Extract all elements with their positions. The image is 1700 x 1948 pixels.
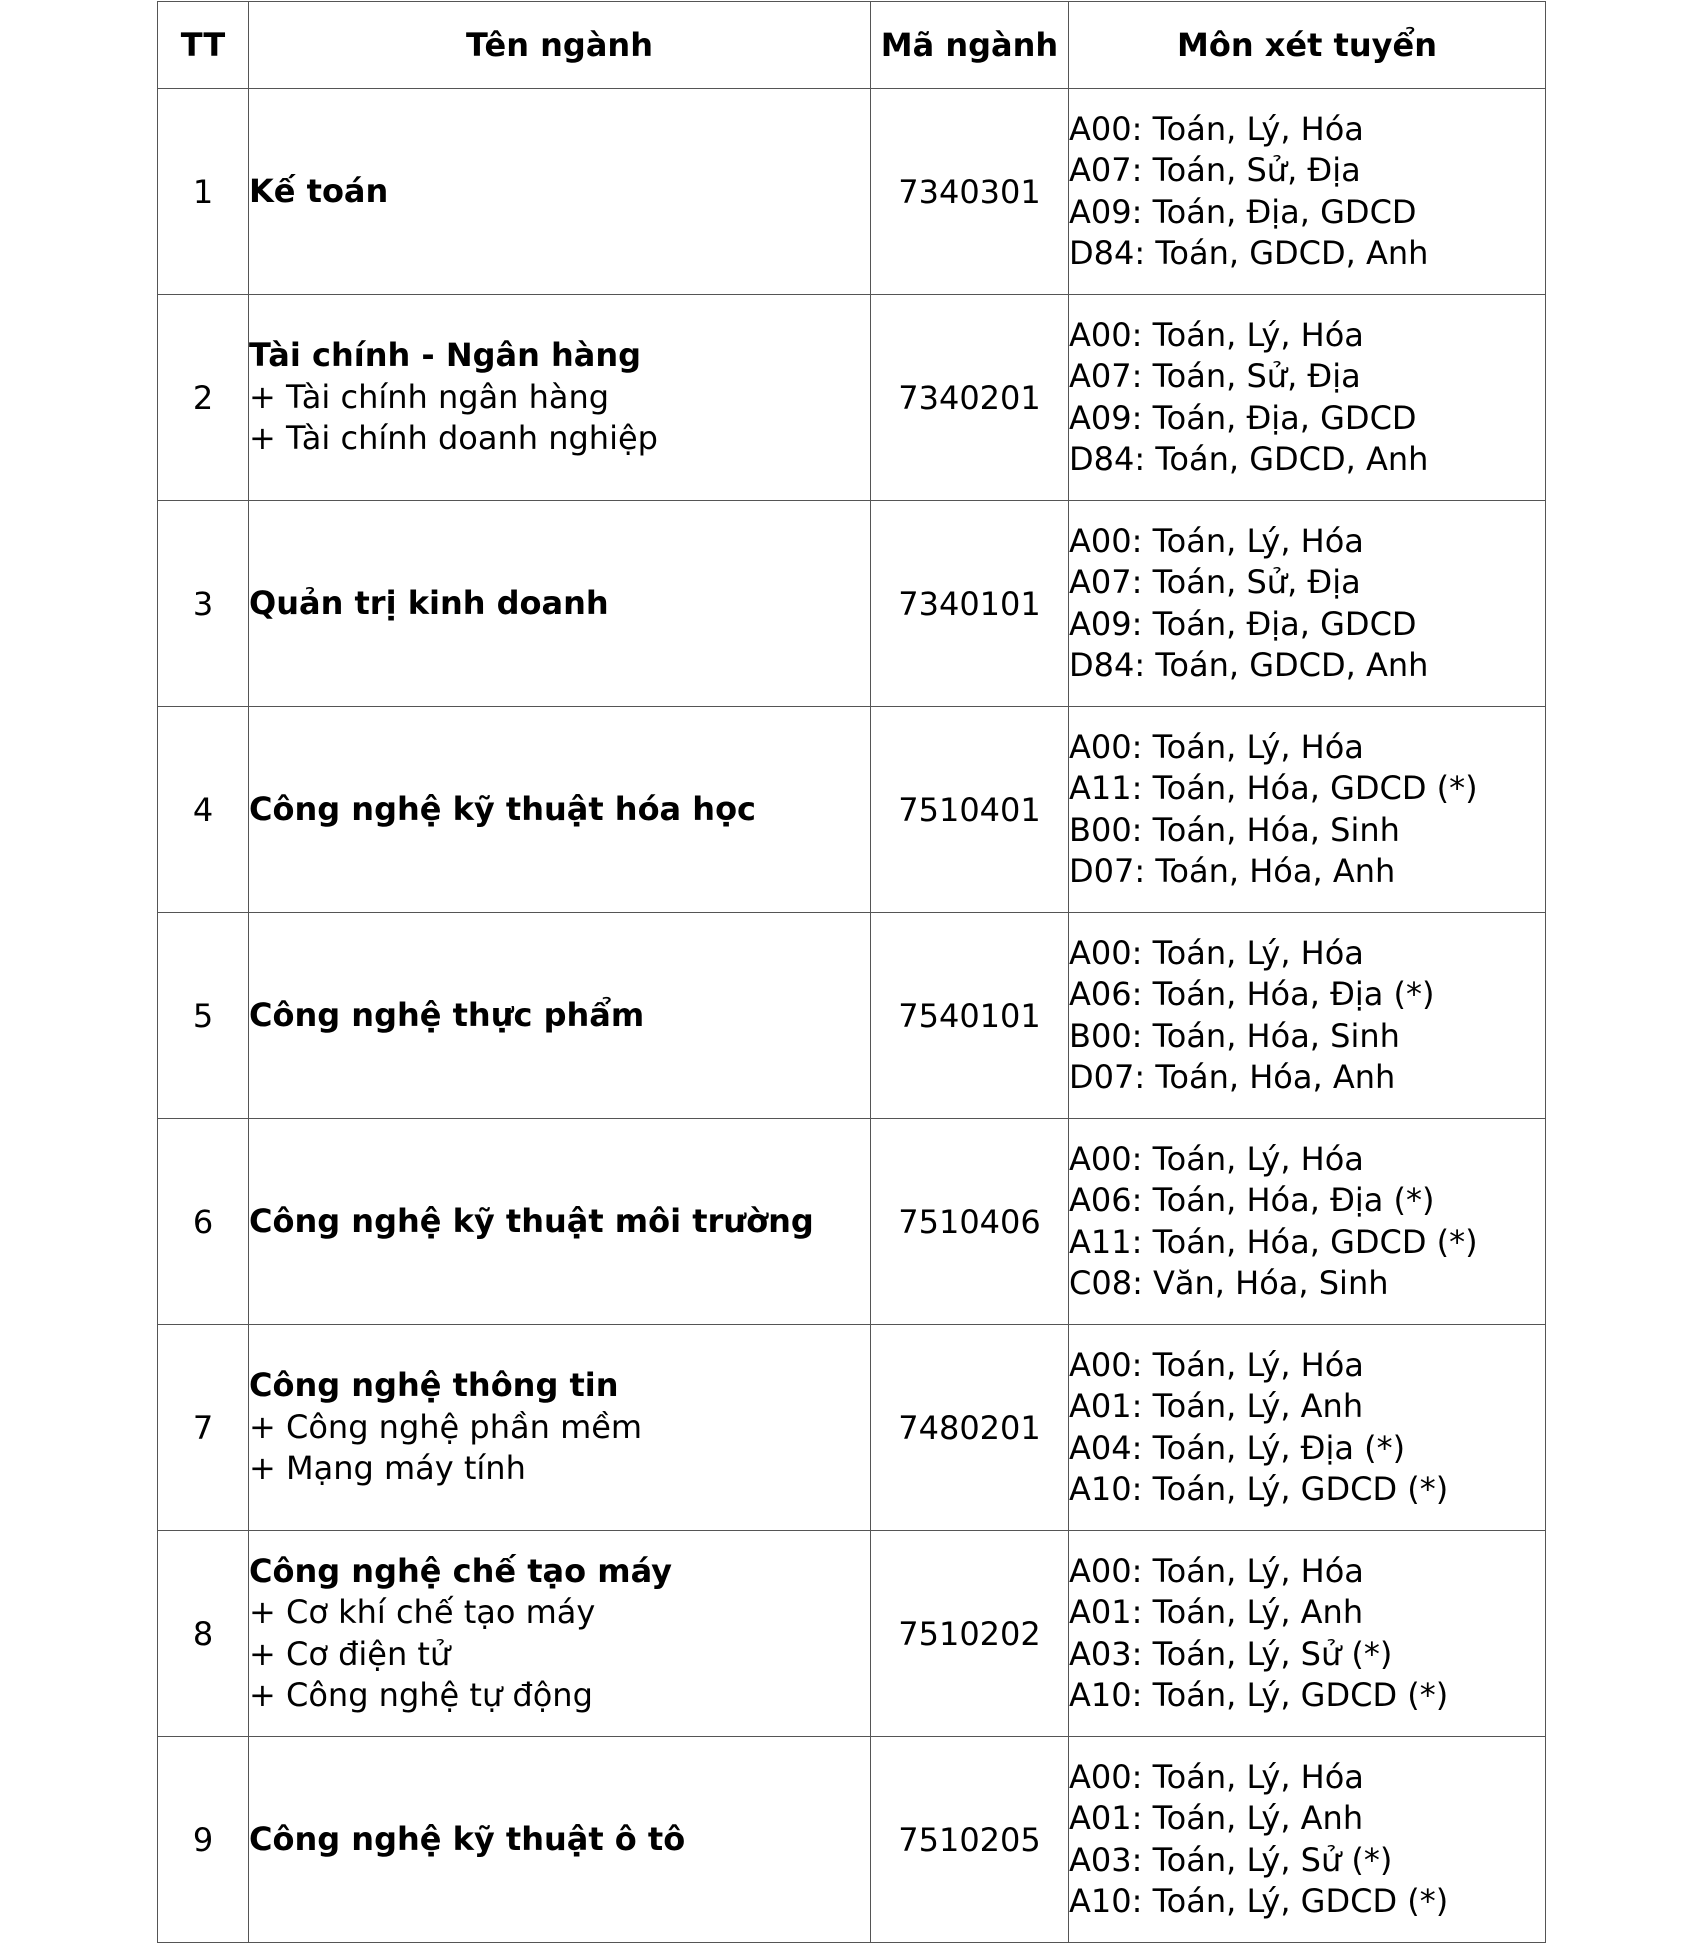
subject-combination: A06: Toán, Hóa, Địa (*) (1069, 975, 1435, 1013)
major-title: Công nghệ chế tạo máy (249, 1551, 673, 1590)
table-header (158, 2, 1546, 89)
subject-combination: A09: Toán, Địa, GDCD (1069, 192, 1417, 231)
table-row (158, 913, 1546, 1119)
major-title: Tài chính - Ngân hàng (249, 336, 642, 375)
major-code: 7510401 (871, 707, 1069, 913)
major-title: Kế toán (249, 171, 389, 210)
subject-combination: A00: Toán, Lý, Hóa (1069, 1757, 1364, 1796)
major-name-cell (249, 1531, 871, 1737)
major-code: 7510406 (871, 1119, 1069, 1325)
subject-combinations-cell (1069, 1119, 1546, 1325)
major-name-cell (249, 707, 871, 913)
header-tt: TT (158, 2, 249, 89)
major-name-cell (249, 1737, 871, 1943)
subject-combination: A01: Toán, Lý, Anh (1069, 1593, 1364, 1631)
subject-combination: A00: Toán, Lý, Hóa (1069, 109, 1364, 148)
major-title: Công nghệ kỹ thuật môi trường (249, 1201, 814, 1240)
major-title: Công nghệ thực phẩm (249, 995, 645, 1034)
subject-combination: B00: Toán, Hóa, Sinh (1069, 810, 1400, 849)
subject-combination: A01: Toán, Lý, Anh (1069, 1387, 1364, 1425)
subject-combination: A09: Toán, Địa, GDCD (1069, 604, 1417, 643)
major-code: 7510202 (871, 1531, 1069, 1737)
header-name: Tên ngành (249, 2, 871, 89)
row-number: 1 (158, 89, 249, 295)
subject-combination: A03: Toán, Lý, Sử (*) (1069, 1634, 1393, 1673)
table-row (158, 501, 1546, 707)
subject-combination: A00: Toán, Lý, Hóa (1069, 521, 1364, 560)
major-name-cell (249, 1325, 871, 1531)
specialization-item: + Công nghệ phần mềm (249, 1407, 643, 1446)
subject-combination: A11: Toán, Hóa, GDCD (*) (1069, 769, 1478, 807)
subject-combinations-cell (1069, 1737, 1546, 1943)
table-row (158, 1325, 1546, 1531)
subject-combination: A10: Toán, Lý, GDCD (*) (1069, 1676, 1449, 1714)
subject-combination: A04: Toán, Lý, Địa (*) (1069, 1428, 1406, 1467)
major-title: Công nghệ kỹ thuật hóa học (249, 789, 757, 828)
major-title: Công nghệ thông tin (249, 1366, 619, 1405)
subject-combination: D84: Toán, GDCD, Anh (1069, 440, 1429, 478)
header-code: Mã ngành (871, 2, 1069, 89)
subject-combination: A09: Toán, Địa, GDCD (1069, 398, 1417, 437)
subject-combination: A00: Toán, Lý, Hóa (1069, 933, 1364, 972)
subject-combination: A07: Toán, Sử, Địa (1069, 357, 1361, 395)
subject-combination: D84: Toán, GDCD, Anh (1069, 646, 1429, 684)
major-name-cell (249, 1119, 871, 1325)
subject-combination: D07: Toán, Hóa, Anh (1069, 1058, 1396, 1096)
subject-combination: A00: Toán, Lý, Hóa (1069, 1345, 1364, 1384)
table-row (158, 295, 1546, 501)
specialization-item: + Tài chính doanh nghiệp (249, 419, 658, 458)
row-number: 4 (158, 707, 249, 913)
major-name-cell (249, 295, 871, 501)
major-code: 7340301 (871, 89, 1069, 295)
subject-combinations-cell (1069, 89, 1546, 295)
row-number: 9 (158, 1737, 249, 1943)
subject-combination: A00: Toán, Lý, Hóa (1069, 1551, 1364, 1590)
subject-combinations-cell (1069, 1325, 1546, 1531)
major-name-cell (249, 89, 871, 295)
subject-combination: D07: Toán, Hóa, Anh (1069, 852, 1396, 890)
subject-combination: A10: Toán, Lý, GDCD (*) (1069, 1882, 1449, 1920)
table-row (158, 1119, 1546, 1325)
major-code: 7540101 (871, 913, 1069, 1119)
subject-combination: D84: Toán, GDCD, Anh (1069, 234, 1429, 272)
subject-combinations-cell (1069, 913, 1546, 1119)
subject-combination: A06: Toán, Hóa, Địa (*) (1069, 1181, 1435, 1219)
major-name-cell (249, 913, 871, 1119)
subject-combination: A00: Toán, Lý, Hóa (1069, 727, 1364, 766)
specialization-item: + Cơ khí chế tạo máy (249, 1593, 596, 1631)
subject-combination: A07: Toán, Sử, Địa (1069, 151, 1361, 189)
major-title: Quản trị kinh doanh (249, 583, 609, 622)
subject-combination: A00: Toán, Lý, Hóa (1069, 1139, 1364, 1178)
row-number: 7 (158, 1325, 249, 1531)
major-code: 7480201 (871, 1325, 1069, 1531)
majors-table (157, 1, 1546, 1943)
major-title: Công nghệ kỹ thuật ô tô (249, 1819, 686, 1858)
specialization-item: + Tài chính ngân hàng (249, 377, 610, 416)
subject-combinations-cell (1069, 707, 1546, 913)
major-code: 7340101 (871, 501, 1069, 707)
row-number: 5 (158, 913, 249, 1119)
row-number: 2 (158, 295, 249, 501)
subject-combination: A00: Toán, Lý, Hóa (1069, 315, 1364, 354)
table-row (158, 1737, 1546, 1943)
specialization-item: + Mạng máy tính (249, 1449, 526, 1488)
row-number: 8 (158, 1531, 249, 1737)
subject-combination: A07: Toán, Sử, Địa (1069, 563, 1361, 601)
specialization-item: + Công nghệ tự động (249, 1676, 593, 1714)
subject-combination: A10: Toán, Lý, GDCD (*) (1069, 1470, 1449, 1508)
table-body (158, 89, 1546, 1943)
row-number: 6 (158, 1119, 249, 1325)
table-row (158, 1531, 1546, 1737)
subject-combinations-cell (1069, 501, 1546, 707)
subject-combination: B00: Toán, Hóa, Sinh (1069, 1016, 1400, 1055)
specialization-item: + Cơ điện tử (249, 1634, 451, 1673)
subject-combinations-cell (1069, 1531, 1546, 1737)
row-number: 3 (158, 501, 249, 707)
header-row (158, 2, 1546, 89)
subject-combinations-cell (1069, 295, 1546, 501)
major-code: 7340201 (871, 295, 1069, 501)
subject-combination: C08: Văn, Hóa, Sinh (1069, 1264, 1389, 1302)
major-code: 7510205 (871, 1737, 1069, 1943)
header-subjects: Môn xét tuyển (1069, 2, 1546, 89)
subject-combination: A03: Toán, Lý, Sử (*) (1069, 1840, 1393, 1879)
table-row (158, 707, 1546, 913)
major-name-cell (249, 501, 871, 707)
subject-combination: A01: Toán, Lý, Anh (1069, 1799, 1364, 1837)
table-row (158, 89, 1546, 295)
subject-combination: A11: Toán, Hóa, GDCD (*) (1069, 1222, 1478, 1261)
